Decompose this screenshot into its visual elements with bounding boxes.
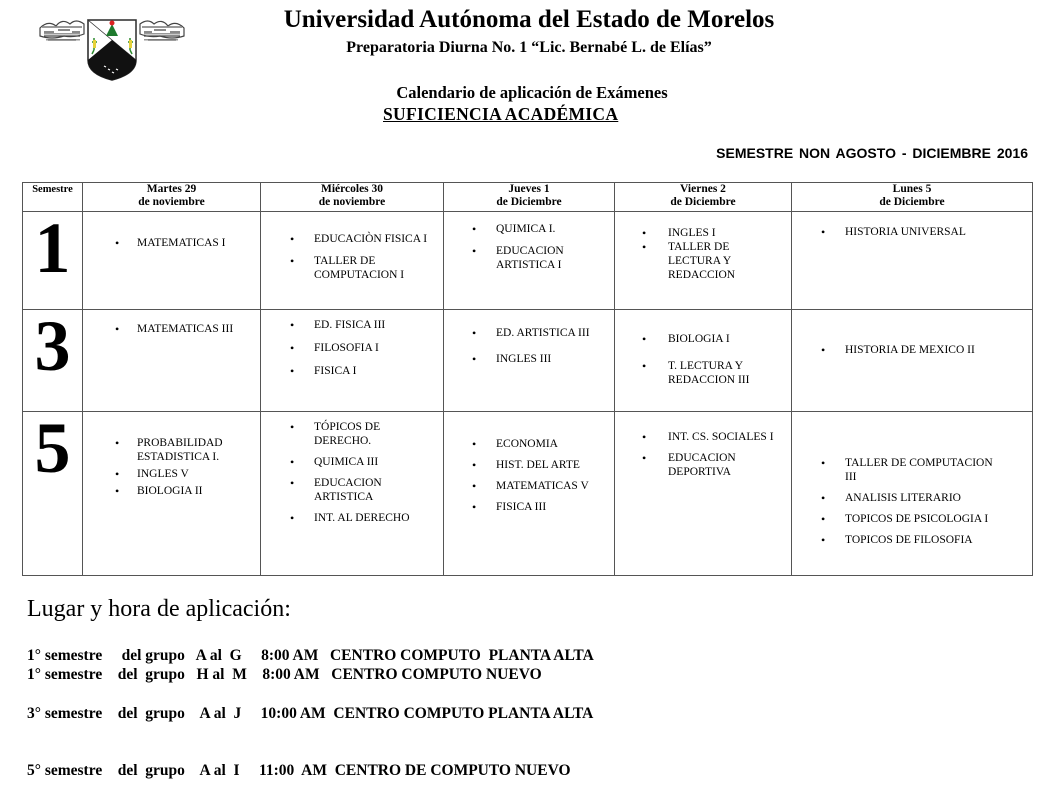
subject-list bbox=[261, 232, 443, 282]
bullet-icon: • bbox=[290, 476, 295, 490]
subject-item bbox=[642, 332, 791, 346]
subject-name: EDUCACIÒN FISICA I bbox=[314, 233, 428, 245]
subject-name: BIOLOGIA II bbox=[137, 485, 203, 497]
day-column-header bbox=[444, 183, 615, 212]
university-title bbox=[0, 6, 1058, 34]
subject-list bbox=[261, 318, 443, 378]
subject-name: FILOSOFIA I bbox=[314, 342, 379, 354]
bullet-icon: • bbox=[115, 436, 120, 450]
semester-number: 5 bbox=[23, 412, 83, 576]
subject-item bbox=[472, 437, 614, 451]
subject-item bbox=[642, 226, 791, 240]
schedule-title: Lugar y hora de aplicación: bbox=[27, 596, 291, 622]
bullet-icon: • bbox=[821, 512, 826, 526]
subject-name: MATEMATICAS V bbox=[496, 480, 589, 492]
subject-name: TALLER DE COMPUTACION I bbox=[314, 255, 405, 281]
subject-item bbox=[115, 322, 260, 336]
bullet-icon: • bbox=[472, 500, 477, 514]
bullet-icon: • bbox=[642, 451, 647, 465]
subject-item bbox=[642, 359, 791, 387]
subject-cell bbox=[261, 212, 444, 310]
subject-list bbox=[792, 343, 1032, 357]
exam-type-heading: SUFICIENCIA ACADÉMICA bbox=[383, 104, 619, 124]
subject-list bbox=[83, 322, 260, 336]
bullet-icon: • bbox=[290, 364, 295, 378]
bullet-icon: • bbox=[472, 458, 477, 472]
bullet-icon: • bbox=[642, 430, 647, 444]
schedule-line: 5° semestre del grupo A al I 11:00 AM CENTRO DE COMPUTO NUEVO bbox=[27, 762, 571, 779]
subject-cell bbox=[615, 310, 792, 412]
subject-cell bbox=[444, 310, 615, 412]
subject-cell bbox=[792, 310, 1033, 412]
subject-name: EDUCACION ARTISTICA I bbox=[496, 245, 564, 271]
subject-name: HIST. DEL ARTE bbox=[496, 459, 580, 471]
subject-item bbox=[115, 484, 260, 498]
subject-name: HISTORIA DE MEXICO II bbox=[845, 344, 975, 356]
subject-item bbox=[472, 458, 614, 472]
subject-name: INGLES V bbox=[137, 468, 189, 480]
subject-cell bbox=[261, 412, 444, 576]
schedule-line: 1° semestre del grupo A al G 8:00 AM CENTRO COMPUTO PLANTA ALTA bbox=[27, 647, 594, 664]
day-column-header bbox=[83, 183, 261, 212]
bullet-icon: • bbox=[290, 420, 295, 434]
table-row bbox=[23, 412, 1033, 576]
subject-item bbox=[472, 500, 614, 514]
day-month: de Diciembre bbox=[670, 196, 736, 208]
subject-name: PROBABILIDAD ESTADISTICA I. bbox=[137, 437, 223, 463]
bullet-icon: • bbox=[642, 240, 647, 254]
semester-number: 1 bbox=[23, 212, 83, 310]
subject-name: TALLER DE COMPUTACION III bbox=[845, 457, 993, 483]
subject-list bbox=[83, 436, 260, 498]
day-name: Jueves 1 bbox=[508, 183, 550, 195]
semester-column-header: Semestre bbox=[23, 183, 83, 212]
subject-list bbox=[792, 225, 1032, 239]
calendar-title: Calendario de aplicación de Exámenes bbox=[396, 83, 668, 102]
day-month: de Diciembre bbox=[496, 196, 562, 208]
subject-item bbox=[290, 341, 443, 355]
bullet-icon: • bbox=[472, 437, 477, 451]
schedule-line: 1° semestre del grupo H al M 8:00 AM CENTRO COMPUTO NUEVO bbox=[27, 666, 542, 683]
subject-name: EDUCACION ARTISTICA bbox=[314, 477, 382, 503]
subject-list bbox=[615, 332, 791, 387]
subject-name: FISICA III bbox=[496, 501, 547, 513]
subject-item bbox=[821, 491, 1032, 505]
subject-item bbox=[472, 222, 614, 236]
semester-period: SEMESTRE NON AGOSTO - DICIEMBRE 2016 bbox=[716, 145, 1028, 161]
subject-list bbox=[615, 430, 791, 479]
subject-item bbox=[642, 430, 791, 444]
subject-name: QUIMICA III bbox=[314, 456, 379, 468]
subject-name: FISICA I bbox=[314, 365, 357, 377]
subject-cell bbox=[83, 310, 261, 412]
bullet-icon: • bbox=[290, 318, 295, 332]
bullet-icon: • bbox=[642, 332, 647, 346]
subject-name: INT. CS. SOCIALES I bbox=[668, 431, 774, 443]
subject-item bbox=[115, 436, 260, 464]
bullet-icon: • bbox=[290, 341, 295, 355]
subject-list bbox=[792, 456, 1032, 547]
subject-list bbox=[444, 326, 614, 366]
day-name: Viernes 2 bbox=[680, 183, 726, 195]
subject-item bbox=[290, 476, 443, 504]
subject-cell bbox=[615, 412, 792, 576]
subject-item bbox=[821, 225, 1032, 239]
subject-name: HISTORIA UNIVERSAL bbox=[845, 226, 966, 238]
subject-item bbox=[290, 318, 443, 332]
subject-item bbox=[472, 244, 614, 272]
subject-list bbox=[615, 226, 791, 282]
subject-cell bbox=[83, 412, 261, 576]
bullet-icon: • bbox=[115, 322, 120, 336]
subject-list bbox=[261, 420, 443, 525]
day-name: Martes 29 bbox=[146, 183, 197, 195]
subject-name: INGLES III bbox=[496, 353, 552, 365]
bullet-icon: • bbox=[642, 359, 647, 373]
subject-name: ANALISIS LITERARIO bbox=[845, 492, 961, 504]
subject-name: ED. FISICA III bbox=[314, 319, 386, 331]
table-row bbox=[23, 310, 1033, 412]
subject-list bbox=[444, 437, 614, 514]
day-name: Miércoles 30 bbox=[320, 183, 384, 195]
subject-name: BIOLOGIA I bbox=[668, 333, 730, 345]
subject-item bbox=[472, 479, 614, 493]
bullet-icon: • bbox=[115, 484, 120, 498]
bullet-icon: • bbox=[290, 232, 295, 246]
school-subtitle: Preparatoria Diurna No. 1 “Lic. Bernabé L. de Elías” bbox=[346, 39, 712, 56]
subject-item bbox=[472, 352, 614, 366]
subject-item bbox=[472, 326, 614, 340]
subject-cell bbox=[615, 212, 792, 310]
bullet-icon: • bbox=[472, 244, 477, 258]
subject-item bbox=[115, 236, 260, 250]
bullet-icon: • bbox=[290, 254, 295, 268]
table-row bbox=[23, 212, 1033, 310]
subject-name: TÓPICOS DE DERECHO. bbox=[314, 421, 381, 447]
bullet-icon: • bbox=[115, 236, 120, 250]
table-header-row bbox=[23, 183, 1033, 212]
bullet-icon: • bbox=[642, 226, 647, 240]
subject-item bbox=[290, 455, 443, 469]
bullet-icon: • bbox=[821, 533, 826, 547]
university-name: Universidad Autónoma del Estado de Morelos bbox=[283, 6, 775, 33]
subject-cell bbox=[792, 412, 1033, 576]
subject-item bbox=[290, 364, 443, 378]
subject-name: ED. ARTISTICA III bbox=[496, 327, 590, 339]
day-column-header bbox=[792, 183, 1033, 212]
subject-item bbox=[821, 456, 1032, 484]
subject-item bbox=[290, 511, 443, 525]
bullet-icon: • bbox=[821, 225, 826, 239]
day-column-header bbox=[261, 183, 444, 212]
bullet-icon: • bbox=[290, 455, 295, 469]
subject-item bbox=[290, 420, 443, 448]
subject-name: EDUCACION DEPORTIVA bbox=[668, 452, 736, 478]
subject-item bbox=[821, 533, 1032, 547]
subject-name: T. LECTURA Y REDACCION III bbox=[668, 360, 750, 386]
subject-list bbox=[83, 236, 260, 250]
subject-name: QUIMICA I. bbox=[496, 223, 556, 235]
subject-cell bbox=[83, 212, 261, 310]
bullet-icon: • bbox=[472, 479, 477, 493]
subject-cell bbox=[444, 212, 615, 310]
subject-cell bbox=[792, 212, 1033, 310]
bullet-icon: • bbox=[821, 491, 826, 505]
subject-name: INT. AL DERECHO bbox=[314, 512, 410, 524]
exam-schedule-table bbox=[22, 182, 1033, 576]
bullet-icon: • bbox=[290, 511, 295, 525]
subject-item bbox=[642, 240, 791, 282]
day-month: de Diciembre bbox=[879, 196, 945, 208]
schedule-line: 3° semestre del grupo A al J 10:00 AM CENTRO COMPUTO PLANTA ALTA bbox=[27, 705, 594, 722]
day-month: de noviembre bbox=[318, 196, 386, 208]
subject-cell bbox=[444, 412, 615, 576]
subject-item bbox=[290, 254, 443, 282]
day-column-header bbox=[615, 183, 792, 212]
subject-name: MATEMATICAS III bbox=[137, 323, 234, 335]
bullet-icon: • bbox=[472, 222, 477, 236]
bullet-icon: • bbox=[821, 456, 826, 470]
subject-name: MATEMATICAS I bbox=[137, 237, 226, 249]
subject-name: TOPICOS DE FILOSOFIA bbox=[845, 534, 973, 546]
subject-item bbox=[115, 467, 260, 481]
subject-name: ECONOMIA bbox=[496, 438, 558, 450]
subject-list bbox=[444, 222, 614, 272]
day-name: Lunes 5 bbox=[892, 183, 932, 195]
subject-item bbox=[821, 512, 1032, 526]
subject-name: TOPICOS DE PSICOLOGIA I bbox=[845, 513, 989, 525]
subject-item bbox=[821, 343, 1032, 357]
bullet-icon: • bbox=[115, 467, 120, 481]
subject-item bbox=[642, 451, 791, 479]
subject-item bbox=[290, 232, 443, 246]
day-month: de noviembre bbox=[138, 196, 205, 208]
subject-name: INGLES I bbox=[668, 227, 716, 239]
subject-cell bbox=[261, 310, 444, 412]
semester-number: 3 bbox=[23, 310, 83, 412]
subject-name: TALLER DE LECTURA Y REDACCION bbox=[668, 241, 736, 281]
bullet-icon: • bbox=[821, 343, 826, 357]
bullet-icon: • bbox=[472, 352, 477, 366]
bullet-icon: • bbox=[472, 326, 477, 340]
